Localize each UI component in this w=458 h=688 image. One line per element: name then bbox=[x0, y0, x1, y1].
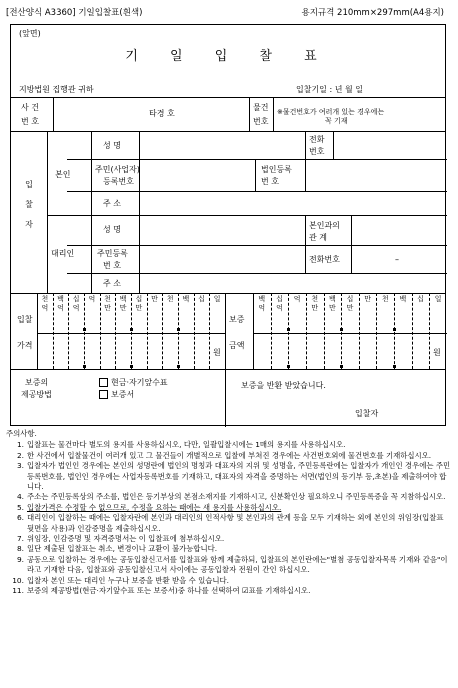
agent-name-label: 성 명 bbox=[103, 225, 121, 234]
agent-label: 대리인 bbox=[51, 249, 75, 258]
bidder-label: 입 찰 자 bbox=[25, 180, 33, 229]
note-item bbox=[6, 513, 452, 534]
paper-size: 용지규격 210mm×297mm(A4용지) bbox=[301, 8, 444, 18]
unit-label: 백 억 bbox=[258, 295, 266, 312]
agent-phone-label: 전화번호 bbox=[309, 255, 340, 264]
unit-label: 십 bbox=[417, 295, 424, 303]
bid-price-label: 입찰 bbox=[17, 315, 33, 324]
option-cash[interactable]: 현금·자기앞수표 bbox=[99, 378, 168, 388]
comma-tick bbox=[130, 328, 133, 331]
note-text: 입찰표는 물건마다 별도의 용지를 사용하십시오, 다만, 일괄입찰시에는 1매의 용지를 사용하십시오. bbox=[27, 440, 346, 450]
notes-section bbox=[6, 429, 452, 597]
cash-checkbox[interactable] bbox=[99, 378, 108, 387]
comma-tick bbox=[287, 365, 290, 368]
comma-tick bbox=[177, 365, 180, 368]
self-label: 본인 bbox=[55, 170, 71, 179]
unit-label: 만 bbox=[151, 295, 158, 303]
note-number: 1. bbox=[16, 440, 24, 450]
note-number: 11. bbox=[12, 586, 24, 596]
case-label: 사 건 bbox=[21, 103, 39, 112]
unit-label: 억 bbox=[88, 295, 96, 303]
comma-tick bbox=[287, 328, 290, 331]
form-title: 기 일 입 찰 표 bbox=[125, 49, 331, 64]
unit-label: 백 bbox=[182, 295, 190, 303]
note-number: 8. bbox=[16, 544, 24, 554]
item-note: ※물건번호가 여러개 있는 경우에는 bbox=[277, 108, 385, 116]
note-number: 9. bbox=[16, 554, 24, 564]
unit-label: 천 bbox=[166, 295, 174, 303]
note-number: 5. bbox=[16, 502, 24, 512]
unit-label: 십 만 bbox=[135, 295, 143, 312]
case-number-field[interactable]: 타경 호 bbox=[149, 109, 175, 118]
self-id-label: 주민(사업자) bbox=[95, 165, 140, 174]
note-text: 대리인이 입찰하는 때에는 입찰자란에 본인과 대리인의 인적사항 및 본인과의 관계 등을 모두 기재하는 외에 본인의 위임장(입찰표 뒷면을 사용)과 인감증명을 제출하십시오. bbox=[27, 513, 444, 533]
deposit-label: 보증 bbox=[229, 315, 245, 324]
method-label: 보증의 bbox=[25, 378, 49, 387]
note-text: 보증의 제공방법(현금·자기앞수표 또는 보증서)중 하나를 선택하여 ☑표를 기재하십시오. bbox=[27, 586, 311, 596]
note-number: 2. bbox=[16, 450, 24, 460]
unit-label: 천 bbox=[381, 295, 389, 303]
unit-label: 천 만 bbox=[104, 295, 111, 312]
unit-label: 일 bbox=[213, 295, 221, 303]
note-number: 6. bbox=[16, 513, 24, 523]
comma-tick bbox=[177, 328, 180, 331]
unit-label: 백 만 bbox=[119, 295, 127, 312]
note-item bbox=[6, 461, 452, 492]
note-text: 입찰자 본인 또는 대리인 누구나 보증을 반환 받을 수 있습니다. bbox=[27, 575, 229, 585]
notes-heading: 주의사항. bbox=[6, 429, 37, 438]
note-item bbox=[6, 555, 452, 576]
self-address-label: 주 소 bbox=[103, 199, 121, 208]
comma-tick bbox=[130, 365, 133, 368]
deposit-won: 원 bbox=[433, 348, 441, 357]
return-text: 보증을 반환 받았습니다. bbox=[241, 381, 326, 390]
agent-address-label: 주 소 bbox=[103, 279, 121, 288]
comma-tick bbox=[393, 365, 396, 368]
unit-label: 백 만 bbox=[328, 295, 336, 312]
note-number: 4. bbox=[16, 492, 24, 502]
agent-phone-dash: – bbox=[395, 255, 399, 264]
note-item bbox=[6, 576, 452, 586]
unit-label: 천 만 bbox=[311, 295, 319, 312]
comma-tick bbox=[393, 328, 396, 331]
note-text: 주소는 주민등록상의 주소를, 법인은 등기부상의 본점소재지를 기재하시고, 신분확인상 필요하오니 주민등록증을 꼭 지참하십시오. bbox=[27, 492, 446, 502]
note-text: 입찰자가 법인인 경우에는 본인의 성명란에 법인의 명칭과 대표자의 지위 및 성명을, 주민등록란에는 입찰자가 개인인 경우에는 주민등록번호를, 법인인 경우에는 사업자등록번호를 기재하고, 대표자의 자격을 증명하는 서면(법인의 등기부 등,초본)을 제출하여야 합니다. bbox=[27, 461, 451, 492]
front-label: (앞면) bbox=[19, 29, 41, 38]
self-name-label: 성 명 bbox=[103, 141, 121, 150]
note-item bbox=[6, 440, 452, 450]
form-code: [전산양식 A3360] 기일입찰표(흰색) bbox=[6, 8, 143, 18]
note-number: 7. bbox=[16, 534, 24, 544]
unit-label: 억 bbox=[293, 295, 301, 303]
note-item bbox=[6, 544, 452, 554]
comma-tick bbox=[340, 328, 343, 331]
note-number: 3. bbox=[16, 461, 24, 471]
note-text: 한 사건에서 입찰물건이 여러개 있고 그 물건들이 개별적으로 입찰에 부쳐진 경우에는 사건번호외에 물건번호를 기재하십시오. bbox=[27, 450, 432, 460]
note-number: 10. bbox=[12, 575, 24, 585]
option-guarantee[interactable]: 보증서 bbox=[99, 390, 134, 400]
unit-label: 일 bbox=[434, 295, 442, 303]
item-label: 물건 bbox=[253, 103, 269, 112]
notes-list bbox=[6, 440, 452, 596]
note-item bbox=[6, 451, 452, 461]
self-corp-label: 법인등록 bbox=[261, 165, 292, 174]
note-text: 일단 제출된 입찰표는 취소, 변경이나 교환이 불가능합니다. bbox=[27, 544, 218, 554]
agent-id-label: 주민등록 bbox=[97, 249, 128, 258]
comma-tick bbox=[83, 365, 86, 368]
comma-tick bbox=[340, 365, 343, 368]
note-item bbox=[6, 586, 452, 596]
unit-label: 만 bbox=[364, 295, 371, 303]
unit-label: 십 억 bbox=[72, 295, 80, 312]
court-addressee: 지방법원 집행관 귀하 bbox=[19, 85, 94, 94]
signer-label: 입찰자 bbox=[355, 409, 379, 418]
unit-label: 천 억 bbox=[41, 295, 49, 312]
unit-label: 백 bbox=[399, 295, 407, 303]
unit-label: 백 억 bbox=[57, 295, 64, 312]
bid-price-won: 원 bbox=[213, 348, 221, 357]
guarantee-checkbox[interactable] bbox=[99, 390, 108, 399]
self-phone-label: 전화 bbox=[309, 135, 325, 144]
bid-form: (앞면) 기 일 입 찰 표 지방법원 집행관 귀하 입찰기일 : 년 월 일 사 건 번 호 타경 호 물건 번호 ※물건번호가 여러개 있는 경우에는 꼭 기재 입 찰 자 본인 성 명 전화 번호 주민(사업자) 등록번호 법인등록 번 호 주 소 대리인 성 명 본인과의 관 계 주민등록 번 호 전화번호 – 주 소 입찰 가격 보증 금액 천 억 백 억 십 억 억 천 만 백 만 십 만 만 천 백 십 일 백 억 십 억 억 천 만 백 만 십 만 만 천 백 십 일 원 원 보증의 제공방법 현금·자기앞수표 보증서 보증을 반환 받았습니다. 입찰자 bbox=[10, 24, 446, 426]
unit-label: 십 만 bbox=[346, 295, 354, 312]
unit-label: 십 bbox=[198, 295, 205, 303]
note-text: 공동으로 입찰하는 경우에는 공동입찰신고서를 입찰표와 함께 제출하되, 입찰표의 본인란에는"별첨 공동입찰자목록 기재와 같음"이라고 기재한 다음, 입찰표와 공동입찰신고서 사이에는 공동입찰자 전원이 간인 하십시오. bbox=[27, 554, 448, 575]
note-text: 위임장, 인감증명 및 자격증명서는 이 입찰표에 첨부하십시오. bbox=[27, 534, 225, 544]
comma-tick bbox=[83, 328, 86, 331]
note-item bbox=[6, 534, 452, 544]
note-text: 입찰가격은 수정할 수 없으므로, 수정을 요하는 때에는 새 용지를 사용하십시오. bbox=[27, 502, 282, 512]
unit-label: 십 억 bbox=[276, 295, 283, 312]
note-item bbox=[6, 503, 452, 513]
bid-date: 입찰기일 : 년 월 일 bbox=[296, 85, 363, 94]
note-item bbox=[6, 492, 452, 502]
agent-relation-label: 본인과의 bbox=[309, 221, 340, 230]
